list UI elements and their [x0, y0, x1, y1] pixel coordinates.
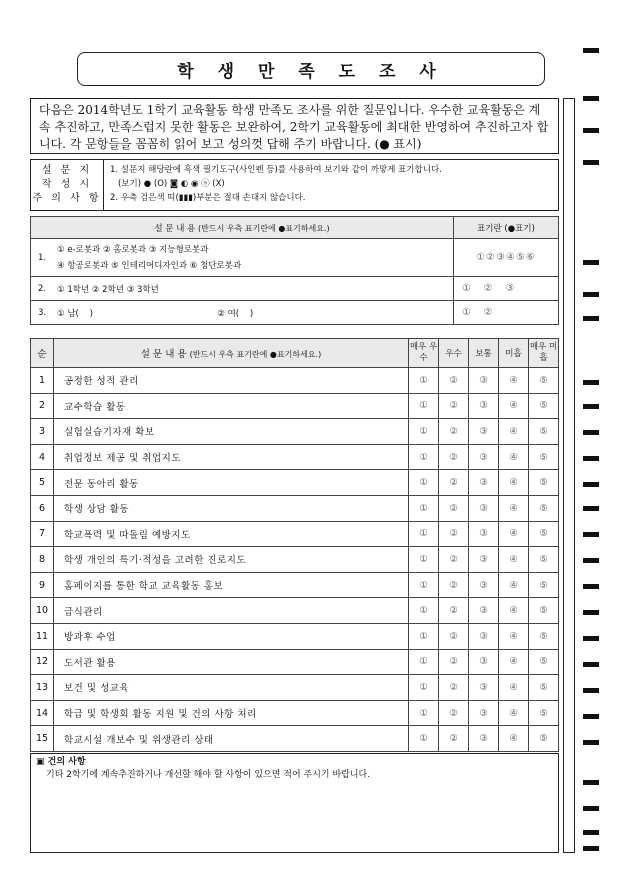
rating-option[interactable]: ⑤: [529, 521, 559, 547]
rating-option[interactable]: ②: [439, 649, 469, 675]
rating-option[interactable]: ⑤: [529, 393, 559, 419]
rating-option[interactable]: ①: [409, 598, 439, 624]
rating-option[interactable]: ⑤: [529, 623, 559, 649]
suggestion-prompt: 기타 2학기에 계속추진하거나 개선할 해야 할 사항이 있으면 적어 주시기 바랍니다.: [46, 770, 371, 780]
rating-option[interactable]: ④: [499, 419, 529, 445]
rating-option[interactable]: ⑤: [529, 444, 559, 470]
rating-option[interactable]: ①: [409, 675, 439, 701]
rating-option[interactable]: ⑤: [529, 495, 559, 521]
rating-option[interactable]: ④: [499, 623, 529, 649]
rating-option[interactable]: ②: [439, 470, 469, 496]
item-text: 교수학습 활동: [54, 393, 409, 419]
item-text: 홈페이지를 통한 학교 교육활동 홍보: [54, 572, 409, 598]
rating-option[interactable]: ③: [469, 623, 499, 649]
item-number: 4: [31, 444, 54, 470]
rating-option[interactable]: ⑤: [529, 368, 559, 394]
rating-option[interactable]: ⑤: [529, 572, 559, 598]
rating-option[interactable]: ④: [499, 444, 529, 470]
item-text: 도서관 활용: [54, 649, 409, 675]
col-average: 보통: [469, 339, 499, 368]
rating-option[interactable]: ②: [439, 623, 469, 649]
rating-option[interactable]: ④: [499, 547, 529, 573]
item-text: 공정한 성적 관리: [54, 368, 409, 394]
rating-option[interactable]: ①: [409, 649, 439, 675]
table-row: [31, 470, 559, 496]
department-mark-cells[interactable]: ①②③④⑤⑥: [454, 239, 559, 277]
item-number: 12: [31, 649, 54, 675]
department-options: ① e-로봇과 ② 홈로봇과 ③ 지능형로봇과 ④ 항공로봇과 ⑤ 인테리어디자인과 ⑥ 첨단로봇과: [53, 239, 454, 277]
table-row: [31, 623, 559, 649]
rating-option[interactable]: ④: [499, 700, 529, 726]
instructions-box: [30, 159, 559, 211]
rating-option[interactable]: ①: [409, 419, 439, 445]
rating-option[interactable]: ②: [439, 495, 469, 521]
item-text: 취업정보 제공 및 취업지도: [54, 444, 409, 470]
table-row: [31, 521, 559, 547]
grade-options: ① 1학년 ② 2학년 ③ 3학년: [53, 277, 454, 301]
table-row: [31, 419, 559, 445]
rating-option[interactable]: ③: [469, 598, 499, 624]
item-number: 1: [31, 368, 54, 394]
profile-header: 설 문 내 용 (반드시 우측 표기란에 ●표기하세요.): [31, 217, 454, 239]
table-row: [31, 572, 559, 598]
rating-option[interactable]: ②: [439, 598, 469, 624]
item-number: 6: [31, 495, 54, 521]
table-row: [31, 393, 559, 419]
col-very-good: 매우 우수: [409, 339, 439, 368]
table-row: [31, 547, 559, 573]
instructions-label: 설 문 지 작 성 시 주 의 사 항: [31, 160, 104, 210]
item-text: 학생 개인의 특기·적성을 고려한 진로지도: [54, 547, 409, 573]
rating-option[interactable]: ①: [409, 726, 439, 752]
rating-option[interactable]: ⑤: [529, 419, 559, 445]
rating-option[interactable]: ③: [469, 521, 499, 547]
rating-option[interactable]: ⑤: [529, 726, 559, 752]
rating-option[interactable]: ③: [469, 726, 499, 752]
table-row: [31, 368, 559, 394]
item-text: 학급 및 학생회 활동 지원 및 건의 사항 처리: [54, 700, 409, 726]
item-number: 15: [31, 726, 54, 752]
rating-option[interactable]: ②: [439, 726, 469, 752]
rating-option[interactable]: ⑤: [529, 598, 559, 624]
rating-option[interactable]: ①: [409, 444, 439, 470]
rating-option[interactable]: ④: [499, 521, 529, 547]
rating-option[interactable]: ①: [409, 547, 439, 573]
table-row: [31, 495, 559, 521]
rating-option[interactable]: ②: [439, 368, 469, 394]
rating-option[interactable]: ④: [499, 368, 529, 394]
rating-option[interactable]: ③: [469, 572, 499, 598]
rating-option[interactable]: ③: [469, 368, 499, 394]
satisfaction-table: [30, 338, 559, 752]
item-number: 7: [31, 521, 54, 547]
rating-option[interactable]: ③: [469, 444, 499, 470]
table-row: [31, 444, 559, 470]
page-title: 학 생 만 족 도 조 사: [77, 52, 545, 86]
rating-option[interactable]: ④: [499, 649, 529, 675]
rating-option[interactable]: ④: [499, 598, 529, 624]
item-text: 학교폭력 및 따돌림 예방지도: [54, 521, 409, 547]
rating-option[interactable]: ③: [469, 649, 499, 675]
rating-option[interactable]: ①: [409, 393, 439, 419]
rating-option[interactable]: ①: [409, 368, 439, 394]
rating-option[interactable]: ④: [499, 675, 529, 701]
item-number: 13: [31, 675, 54, 701]
rating-option[interactable]: ④: [499, 572, 529, 598]
item-number: 8: [31, 547, 54, 573]
rating-option[interactable]: ③: [469, 419, 499, 445]
item-text: 방과후 수업: [54, 623, 409, 649]
item-text: 보건 및 성교육: [54, 675, 409, 701]
item-number: 11: [31, 623, 54, 649]
timing-marks: [583, 0, 599, 891]
item-number: 14: [31, 700, 54, 726]
rating-option[interactable]: ②: [439, 572, 469, 598]
rating-option[interactable]: ①: [409, 623, 439, 649]
rating-option[interactable]: ③: [469, 547, 499, 573]
item-number: 9: [31, 572, 54, 598]
rating-option[interactable]: ④: [499, 726, 529, 752]
item-number: 3: [31, 419, 54, 445]
rating-option[interactable]: ②: [439, 419, 469, 445]
table-row: [31, 726, 559, 752]
col-very-poor: 매우 미흡: [529, 339, 559, 368]
col-number: 순: [31, 339, 54, 368]
item-text: 학교시설 개보수 및 위생관리 상태: [54, 726, 409, 752]
item-number: 5: [31, 470, 54, 496]
col-good: 우수: [439, 339, 469, 368]
rating-option[interactable]: ①: [409, 572, 439, 598]
rating-option[interactable]: ⑤: [529, 675, 559, 701]
rating-option[interactable]: ⑤: [529, 547, 559, 573]
rating-option[interactable]: ⑤: [529, 700, 559, 726]
rating-option[interactable]: ①: [409, 521, 439, 547]
item-number: 2: [31, 393, 54, 419]
rating-option[interactable]: ③: [469, 393, 499, 419]
suggestion-box[interactable]: [30, 753, 559, 853]
profile-mark-header: 표기란 (●표기): [454, 217, 559, 239]
rating-option[interactable]: ④: [499, 495, 529, 521]
suggestion-header: ▣ 건의 사항: [36, 757, 86, 767]
rating-option[interactable]: ④: [499, 470, 529, 496]
rating-option[interactable]: ④: [499, 393, 529, 419]
instructions-body: 1. 설문지 해당란에 흑색 필기도구(사인펜 등)를 사용하여 보기와 같이 까맣게 표기합니다. (보기) ● (O) ◙ ◐ ◉ ⓢ (X) 2. 우측 검은색 띠(▮▮▮)부분은 절대 손대지 않습니다.: [110, 165, 442, 203]
table-row: [31, 649, 559, 675]
rating-option[interactable]: ③: [469, 675, 499, 701]
rating-option[interactable]: ②: [439, 675, 469, 701]
rating-option[interactable]: ⑤: [529, 470, 559, 496]
rating-option[interactable]: ②: [439, 700, 469, 726]
rating-option[interactable]: ⑤: [529, 649, 559, 675]
item-text: 급식관리: [54, 598, 409, 624]
rating-option[interactable]: ①: [409, 700, 439, 726]
rating-option[interactable]: ②: [439, 521, 469, 547]
table-row: [31, 598, 559, 624]
col-poor: 미흡: [499, 339, 529, 368]
profile-table: 설 문 내 용 (반드시 우측 표기란에 ●표기하세요.) 표기란 (●표기) 1. ① e-로봇과 ② 홈로봇과 ③ 지능형로봇과 ④ 항공로봇과 ⑤ 인테리어디자인과 ⑥ 첨단로봇과 ①②③④⑤⑥ 2. ① 1학년 ② 2학년 ③ 3학년 ① ② ③ 3. ① 남( ) ② 여( ) ① ②: [30, 216, 559, 325]
col-content: 설 문 내 용 (반드시 우측 표기란에 ●표기하세요.): [54, 339, 409, 368]
rating-option[interactable]: ②: [439, 547, 469, 573]
right-frame-bar: [563, 98, 575, 853]
table-row: [31, 675, 559, 701]
intro-text: 다음은 2014학년도 1학기 교육활동 학생 만족도 조사를 위한 질문입니다. 우수한 교육활동은 계속 추진하고, 만족스럽지 못한 활동은 보완하여, 2학기 교육활동에 최대한 반영하여 추진하고자 합니다. 각 문항들을 꼼꼼히 읽어 보고 성의껏 답해 주기 바랍니다. (● 표시): [30, 98, 559, 154]
table-row: [31, 700, 559, 726]
rating-option[interactable]: ②: [439, 444, 469, 470]
rating-option[interactable]: ③: [469, 700, 499, 726]
rating-option[interactable]: ①: [409, 495, 439, 521]
grade-mark-cells[interactable]: ① ② ③: [454, 277, 559, 301]
rating-option[interactable]: ③: [469, 470, 499, 496]
gender-mark-cells[interactable]: ① ②: [454, 301, 559, 325]
item-text: 실험실습기자재 확보: [54, 419, 409, 445]
rating-option[interactable]: ②: [439, 393, 469, 419]
item-text: 전문 동아리 활동: [54, 470, 409, 496]
gender-options: ① 남( ) ② 여( ): [53, 301, 454, 325]
item-number: 10: [31, 598, 54, 624]
rating-option[interactable]: ①: [409, 470, 439, 496]
rating-option[interactable]: ③: [469, 495, 499, 521]
item-text: 학생 상담 활동: [54, 495, 409, 521]
